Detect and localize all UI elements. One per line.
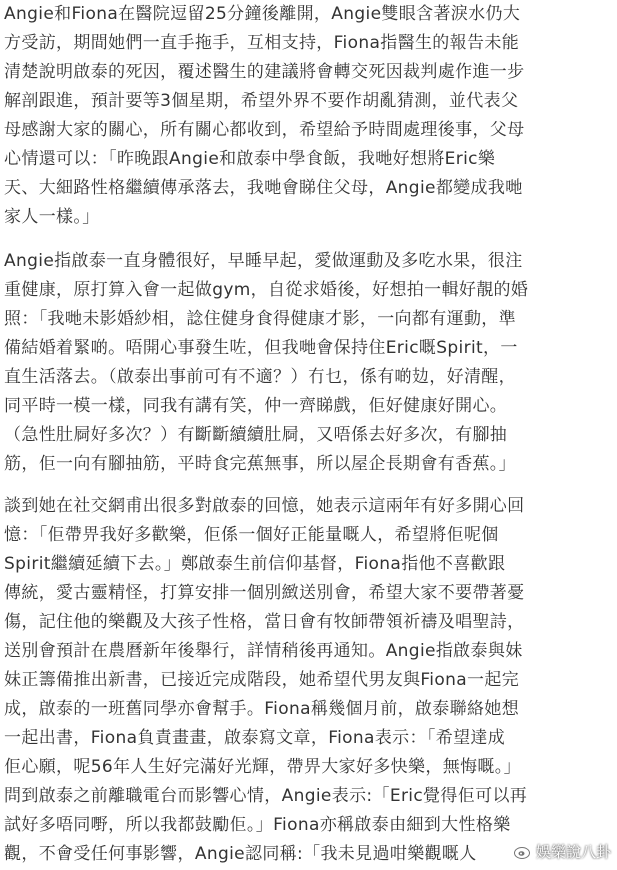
paragraph-line: 談到她在社交網甫出很多對啟泰的回憶，她表示這兩年有好多開心回 <box>4 496 525 516</box>
paragraph-line: 妹正籌備推出新書，已接近完成階段，她希望代男友與Fiona一起完 <box>4 670 520 690</box>
paragraph-line: Spirit繼續延續下去。」鄭啟泰生前信仰基督，Fiona指他不喜歡跟 <box>4 554 506 574</box>
paragraph-line: 照：「我哋未影婚紗相，諗住健身食得健康才影，一向都有運動，準 <box>4 309 516 329</box>
article-paragraph-2 <box>4 247 612 479</box>
paragraph-line: 傳統，愛古靈精怪，打算安排一個別緻送別會，希望大家不要帶著憂 <box>4 583 525 603</box>
weibo-logo-icon <box>513 841 533 861</box>
watermark <box>513 836 611 866</box>
paragraph-line: 家人一樣。」 <box>4 207 100 227</box>
paragraph-line: 天、大細路性格繼續傳承落去，我哋會睇住父母，Angie都變成我哋 <box>4 178 523 198</box>
paragraph-line: Angie和Fiona在醫院逗留25分鐘後離開，Angie雙眼含著淚水仍大 <box>4 4 521 24</box>
paragraph-line: 重健康，原打算入會一起做gym，自從求婚後，好想拍一輯好靚的婚 <box>4 280 529 300</box>
paragraph-line: 觀，不會受任何事影響，Angie認同稱:「我未見過咁樂觀嘅人 <box>4 844 477 864</box>
paragraph-line: 解剖跟進，預計要等3個星期，希望外界不要作胡亂猜測，並代表父 <box>4 91 519 111</box>
paragraph-line: 直生活落去。（啟泰出事前可有不適？）冇乜，係有啲攰，好清醒， <box>4 367 516 387</box>
paragraph-line: 清楚說明啟泰的死因，覆述醫生的建議將會轉交死因裁判處作進一步 <box>4 62 525 82</box>
paragraph-line: 送別會預計在農曆新年後舉行，詳情稍後再通知。Angie指啟泰與妹 <box>4 641 523 661</box>
paragraph-line: 心情還可以：「昨晚跟Angie和啟泰中學食飯，我哋好想將Eric樂 <box>4 149 496 169</box>
paragraph-line: Angie指啟泰一直身體很好，早睡早起，愛做運動及多吃水果，很注 <box>4 251 523 271</box>
paragraph-line: 一起出書，Fiona負責畫畫，啟泰寫文章，Fiona表示：「希望達成 <box>4 728 506 748</box>
paragraph-line: （急性肚屙好多次？）有斷斷續續肚屙，又唔係去好多次，有腳抽 <box>4 425 508 445</box>
paragraph-line: 母感謝大家的關心，所有關心都收到，希望給予時間處理後事，父母 <box>4 120 525 140</box>
watermark-text: 娛樂說八卦 <box>535 842 611 861</box>
article-paragraph-3 <box>4 492 612 869</box>
paragraph-line: 問到啟泰之前離職電台而影響心情，Angie表示:「Eric覺得佢可以再 <box>4 786 528 806</box>
paragraph-line: 傷，記住他的樂觀及大孩子性格，當日會有牧師帶領祈禱及唱聖詩， <box>4 612 525 632</box>
paragraph-line: 佢心願，呢56年人生好完滿好光輝，帶畀大家好多快樂，無悔嘅。」 <box>4 757 521 777</box>
paragraph-line: 同平時一模一樣，同我有講有笑，仲一齊睇戲，佢好健康好開心。 <box>4 396 508 416</box>
paragraph-line: 試好多唔同嘢，所以我都鼓勵佢。」Fiona亦稱啟泰由細到大性格樂 <box>4 815 511 835</box>
paragraph-line: 方受訪，期間她們一直手拖手，互相支持，Fiona指醫生的報告未能 <box>4 33 520 53</box>
paragraph-line: 備結婚着緊啲。唔開心事發生咗，但我哋會保持住Eric嘅Spirit，一 <box>4 338 518 358</box>
paragraph-line: 成，啟泰的一班舊同學亦會幫手。Fiona稱幾個月前，啟泰聯絡她想 <box>4 699 520 719</box>
article-paragraph-1 <box>4 0 612 232</box>
paragraph-line: 憶：「佢帶畀我好多歡樂，佢係一個好正能量嘅人，希望將佢呢個 <box>4 525 499 545</box>
paragraph-line: 筋，佢一向有腳抽筋，平時食完蕉無事，所以屋企長期會有香蕉。」 <box>4 454 516 474</box>
